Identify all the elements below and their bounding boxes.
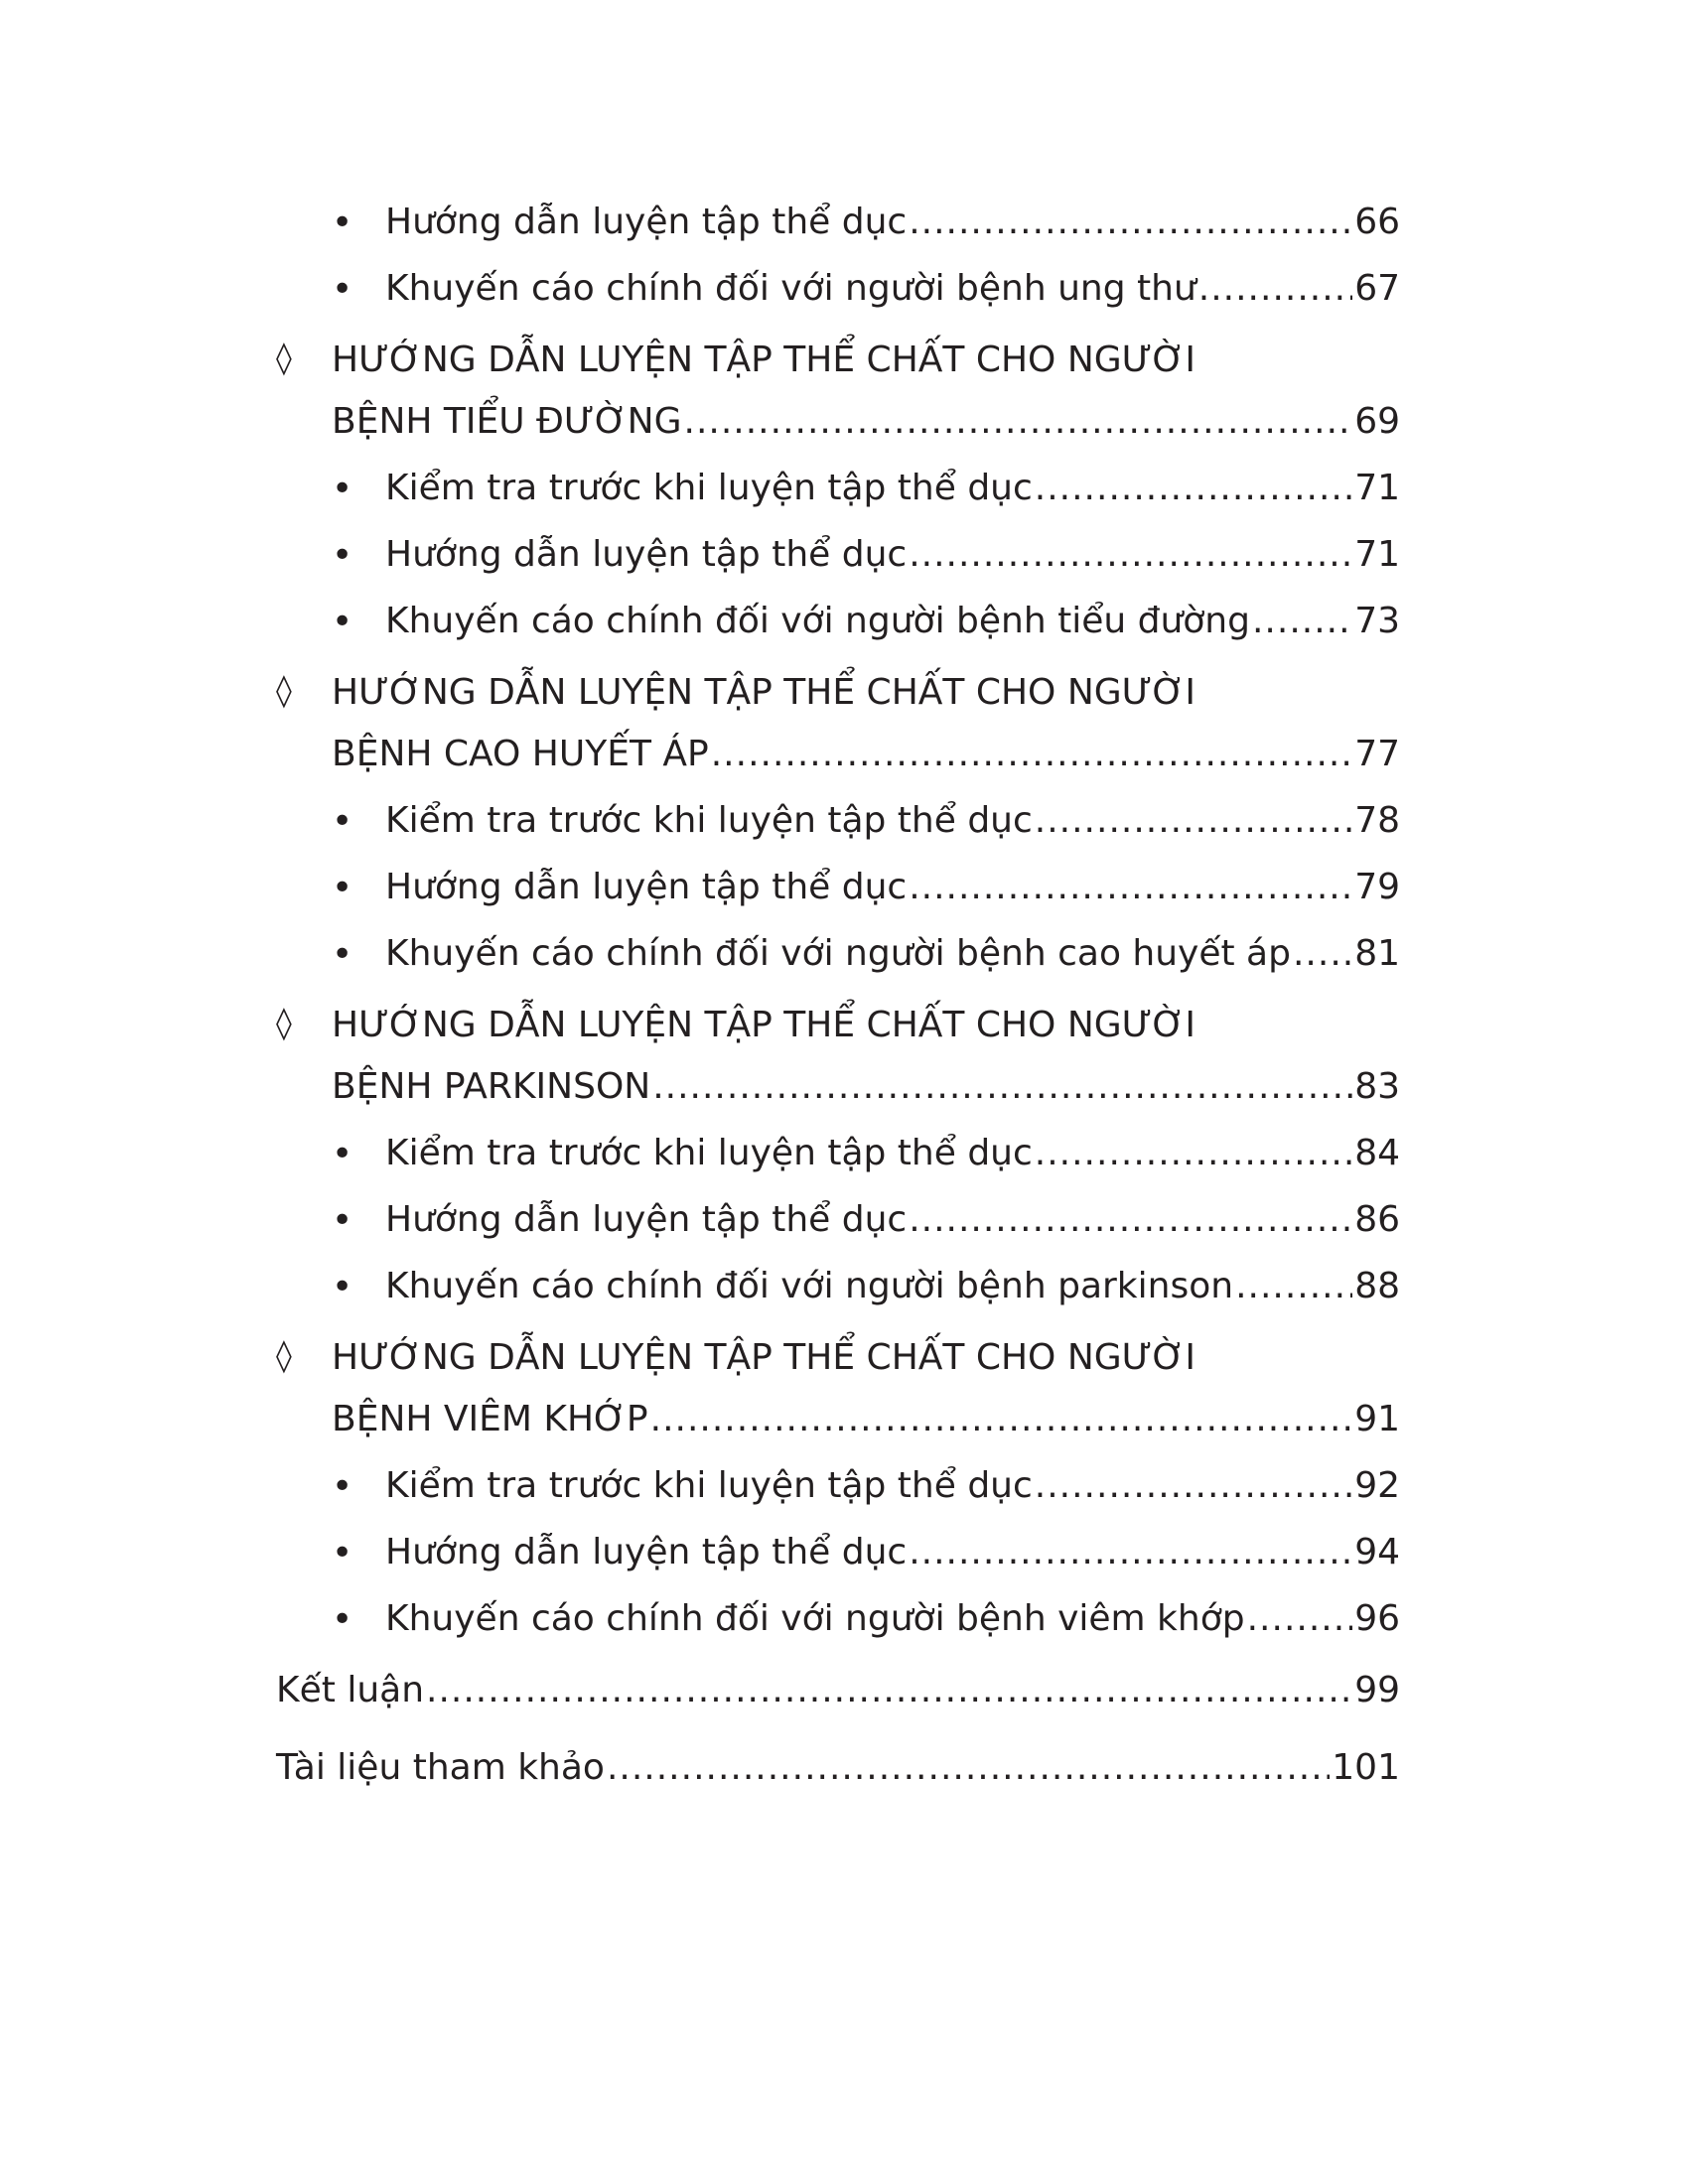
toc-item-label: Khuyến cáo chính đối với người bệnh parkinson <box>385 1265 1234 1306</box>
toc-references-page: 101 <box>1332 1747 1400 1788</box>
toc-section-title: HƯỚNG DẪN LUYỆN TẬP THỂ CHẤT CHO NGƯỜI <box>332 672 1196 713</box>
toc-section[interactable] <box>276 330 1400 453</box>
table-of-contents <box>276 189 1400 1807</box>
toc-section-page: 91 <box>1354 1399 1400 1439</box>
bullet-icon: • <box>332 469 353 509</box>
toc-item-label: Hướng dẫn luyện tập thể dục <box>385 533 908 575</box>
dot-leader <box>711 724 1352 785</box>
toc-item[interactable] <box>276 1585 1400 1652</box>
toc-references[interactable] <box>276 1729 1400 1807</box>
dot-leader <box>1247 1597 1353 1641</box>
toc-item-page: 81 <box>1354 932 1400 974</box>
bullet-icon: • <box>332 535 353 576</box>
bullet-icon: • <box>332 203 353 243</box>
bullet-icon: • <box>332 1267 353 1307</box>
diamond-icon: ◊ <box>276 671 292 709</box>
dot-leader <box>909 1198 1352 1242</box>
toc-item-page: 79 <box>1354 866 1400 907</box>
diamond-icon: ◊ <box>276 1336 292 1374</box>
dot-leader <box>909 533 1352 577</box>
toc-item-page: 86 <box>1354 1198 1400 1240</box>
toc-section-title-cont: BỆNH VIÊM KHỚP <box>332 1399 648 1439</box>
toc-section-page: 77 <box>1354 734 1400 774</box>
toc-conclusion[interactable] <box>276 1652 1400 1729</box>
toc-references-label: Tài liệu tham khảo <box>276 1747 605 1788</box>
bullet-icon: • <box>332 1533 353 1573</box>
dot-leader <box>1035 1464 1352 1508</box>
dot-leader <box>1035 1132 1352 1175</box>
toc-item-label: Hướng dẫn luyện tập thể dục <box>385 1531 908 1572</box>
toc-item[interactable] <box>276 521 1400 588</box>
bullet-icon: • <box>332 1599 353 1640</box>
toc-item[interactable] <box>276 1452 1400 1519</box>
toc-section-title: HƯỚNG DẪN LUYỆN TẬP THỂ CHẤT CHO NGƯỜI <box>332 1337 1196 1378</box>
toc-section-title-cont: BỆNH PARKINSON <box>332 1066 651 1107</box>
toc-item-label: Kiểm tra trước khi luyện tập thể dục <box>385 467 1033 508</box>
toc-section-title-cont: BỆNH CAO HUYẾT ÁP <box>332 734 709 774</box>
bullet-icon: • <box>332 801 353 842</box>
toc-item-page: 71 <box>1354 533 1400 575</box>
toc-section[interactable] <box>276 995 1400 1118</box>
toc-item-label: Khuyến cáo chính đối với người bệnh ung thư <box>385 267 1196 309</box>
toc-conclusion-label: Kết luận <box>276 1670 425 1710</box>
bullet-icon: • <box>332 602 353 642</box>
toc-item[interactable] <box>276 189 1400 255</box>
diamond-icon: ◊ <box>276 339 292 376</box>
toc-section-page: 83 <box>1354 1066 1400 1107</box>
toc-item-page: 96 <box>1354 1597 1400 1639</box>
toc-item-page: 78 <box>1354 799 1400 841</box>
dot-leader <box>426 1669 1352 1712</box>
toc-item-page: 66 <box>1354 201 1400 242</box>
toc-item-page: 67 <box>1354 267 1400 309</box>
toc-item-label: Kiểm tra trước khi luyện tập thể dục <box>385 1132 1033 1173</box>
toc-section[interactable] <box>276 1327 1400 1450</box>
dot-leader <box>909 1531 1352 1574</box>
diamond-icon: ◊ <box>276 1004 292 1041</box>
dot-leader <box>684 391 1353 453</box>
toc-item[interactable] <box>276 1120 1400 1186</box>
toc-item[interactable] <box>276 1186 1400 1253</box>
dot-leader <box>650 1389 1353 1450</box>
toc-item-label: Kiểm tra trước khi luyện tập thể dục <box>385 799 1033 841</box>
dot-leader <box>1035 799 1352 843</box>
bullet-icon: • <box>332 1200 353 1241</box>
toc-item[interactable] <box>276 854 1400 920</box>
bullet-icon: • <box>332 1134 353 1174</box>
toc-item[interactable] <box>276 588 1400 654</box>
dot-leader <box>909 201 1352 244</box>
toc-item[interactable] <box>276 1253 1400 1319</box>
toc-item-label: Kiểm tra trước khi luyện tập thể dục <box>385 1464 1033 1506</box>
dot-leader <box>607 1746 1330 1790</box>
toc-section-title: HƯỚNG DẪN LUYỆN TẬP THỂ CHẤT CHO NGƯỜI <box>332 340 1196 380</box>
dot-leader <box>1198 267 1352 311</box>
toc-item-page: 84 <box>1354 1132 1400 1173</box>
dot-leader <box>1035 467 1352 510</box>
toc-section[interactable] <box>276 662 1400 785</box>
toc-item-page: 71 <box>1354 467 1400 508</box>
dot-leader <box>1293 932 1352 976</box>
toc-item-page: 94 <box>1354 1531 1400 1572</box>
toc-item[interactable] <box>276 255 1400 322</box>
toc-item[interactable] <box>276 920 1400 987</box>
bullet-icon: • <box>332 1466 353 1507</box>
dot-leader <box>909 866 1352 909</box>
toc-item-label: Hướng dẫn luyện tập thể dục <box>385 1198 908 1240</box>
toc-item-page: 88 <box>1354 1265 1400 1306</box>
bullet-icon: • <box>332 269 353 310</box>
dot-leader <box>1252 600 1352 643</box>
toc-conclusion-page: 99 <box>1354 1670 1400 1710</box>
toc-item[interactable] <box>276 787 1400 854</box>
toc-item-page: 73 <box>1354 600 1400 641</box>
toc-item-label: Khuyến cáo chính đối với người bệnh cao huyết áp <box>385 932 1291 974</box>
dot-leader <box>1235 1265 1352 1308</box>
bullet-icon: • <box>332 868 353 908</box>
dot-leader <box>652 1056 1352 1118</box>
toc-section-page: 69 <box>1354 401 1400 442</box>
toc-item[interactable] <box>276 455 1400 521</box>
toc-item[interactable] <box>276 1519 1400 1585</box>
toc-item-label: Hướng dẫn luyện tập thể dục <box>385 201 908 242</box>
toc-item-label: Khuyến cáo chính đối với người bệnh tiểu đường <box>385 600 1250 641</box>
toc-item-label: Hướng dẫn luyện tập thể dục <box>385 866 908 907</box>
toc-item-label: Khuyến cáo chính đối với người bệnh viêm khớp <box>385 1597 1245 1639</box>
toc-section-title: HƯỚNG DẪN LUYỆN TẬP THỂ CHẤT CHO NGƯỜI <box>332 1005 1196 1045</box>
toc-section-title-cont: BỆNH TIỂU ĐƯỜNG <box>332 401 682 442</box>
bullet-icon: • <box>332 934 353 975</box>
toc-item-page: 92 <box>1354 1464 1400 1506</box>
